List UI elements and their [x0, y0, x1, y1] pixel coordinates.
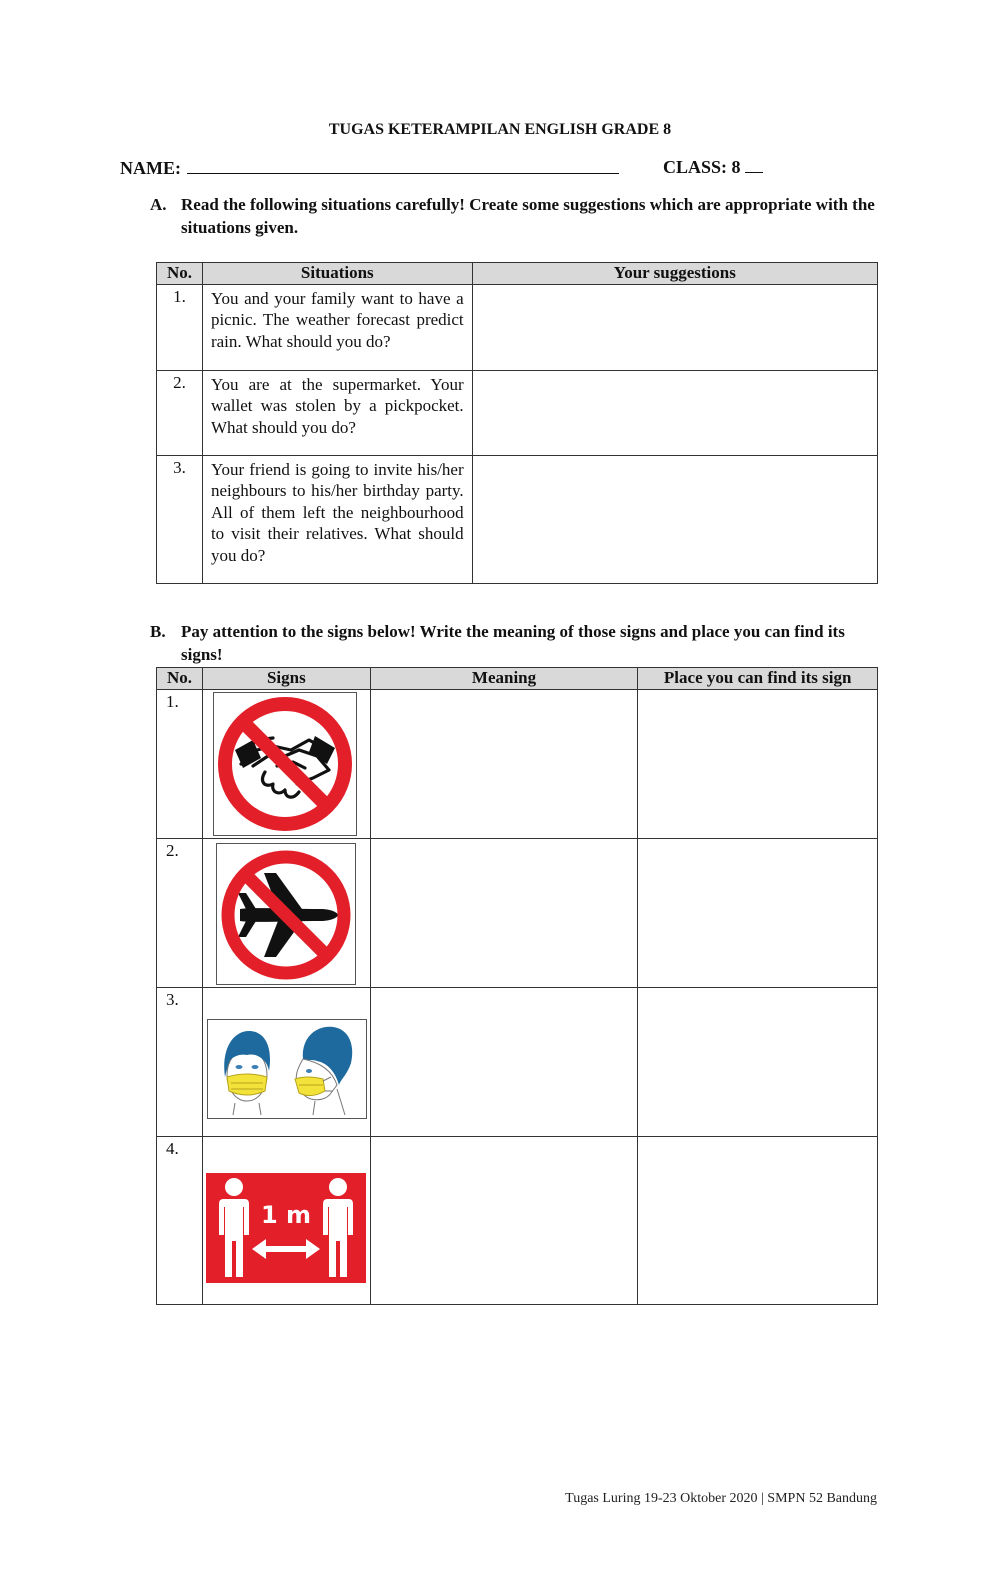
place-answer-cell[interactable]	[638, 1137, 878, 1305]
row-number: 2.	[157, 371, 203, 456]
wear-mask-sign-icon	[207, 1019, 367, 1119]
meaning-answer-cell[interactable]	[370, 988, 638, 1137]
section-b-instruction-text: Pay attention to the signs below! Write the meaning of those signs and place you can find its signs!	[181, 622, 845, 664]
page-footer: Tugas Luring 19-23 Oktober 2020 | SMPN 52 Bandung	[565, 1491, 877, 1506]
table-row	[157, 371, 878, 456]
page-title: TUGAS KETERAMPILAN ENGLISH GRADE 8	[328, 121, 672, 138]
column-header: Place you can find its sign	[638, 668, 878, 690]
table-row	[157, 456, 878, 584]
distance-label: 1 m	[260, 1201, 311, 1229]
column-header: Situations	[202, 263, 472, 285]
section-b-letter: B.	[150, 622, 166, 641]
suggestion-answer-cell[interactable]	[472, 371, 877, 456]
social-distance-sign-icon	[206, 1173, 366, 1283]
section-b-instruction	[150, 620, 880, 666]
suggestion-answer-cell[interactable]	[472, 456, 877, 584]
section-a-letter: A.	[150, 195, 167, 214]
class-blank-field[interactable]	[745, 158, 763, 173]
situation-text: You and your family want to have a picnic. The weather forecast predict rain. What should you do?	[202, 285, 472, 371]
row-number: 1.	[157, 690, 203, 839]
sign-cell	[202, 1137, 370, 1305]
table-header-row	[157, 263, 878, 285]
row-number: 4.	[157, 1137, 203, 1305]
row-number: 2.	[157, 839, 203, 988]
name-label: NAME:	[120, 158, 181, 178]
column-header: Your suggestions	[472, 263, 877, 285]
no-airplane-sign-icon	[216, 843, 356, 985]
situation-text: You are at the supermarket. Your wallet was stolen by a pickpocket. What should you do?	[202, 371, 472, 456]
sign-cell	[202, 988, 370, 1137]
situation-text: Your friend is going to invite his/her neighbours to his/her birthday party. All of them left the neighbourhood to visit their relatives. What should you do?	[202, 456, 472, 584]
table-header-row	[157, 668, 878, 690]
table-row	[157, 988, 878, 1137]
meaning-answer-cell[interactable]	[370, 1137, 638, 1305]
name-blank-field[interactable]	[187, 157, 619, 174]
column-header: Meaning	[370, 668, 638, 690]
place-answer-cell[interactable]	[638, 839, 878, 988]
column-header: No.	[157, 263, 203, 285]
table-row	[157, 1137, 878, 1305]
meaning-answer-cell[interactable]	[370, 690, 638, 839]
table-row	[157, 285, 878, 371]
situations-table	[156, 262, 878, 584]
suggestion-answer-cell[interactable]	[472, 285, 877, 371]
row-number: 3.	[157, 988, 203, 1137]
class-field	[663, 157, 763, 178]
section-a-instruction-text: Read the following situations carefully! Create some suggestions which are appropriate with the situations given.	[181, 195, 875, 237]
row-number: 3.	[157, 456, 203, 584]
row-number: 1.	[157, 285, 203, 371]
column-header: Signs	[202, 668, 370, 690]
meaning-answer-cell[interactable]	[370, 839, 638, 988]
sign-cell	[202, 839, 370, 988]
place-answer-cell[interactable]	[638, 988, 878, 1137]
column-header: No.	[157, 668, 203, 690]
table-row	[157, 690, 878, 839]
signs-table	[156, 667, 878, 1305]
section-a-instruction	[150, 193, 880, 239]
no-handshake-sign-icon	[213, 692, 357, 836]
sign-cell	[202, 690, 370, 839]
name-class-line	[120, 157, 800, 179]
place-answer-cell[interactable]	[638, 690, 878, 839]
class-label: CLASS: 8	[663, 157, 741, 177]
table-row	[157, 839, 878, 988]
